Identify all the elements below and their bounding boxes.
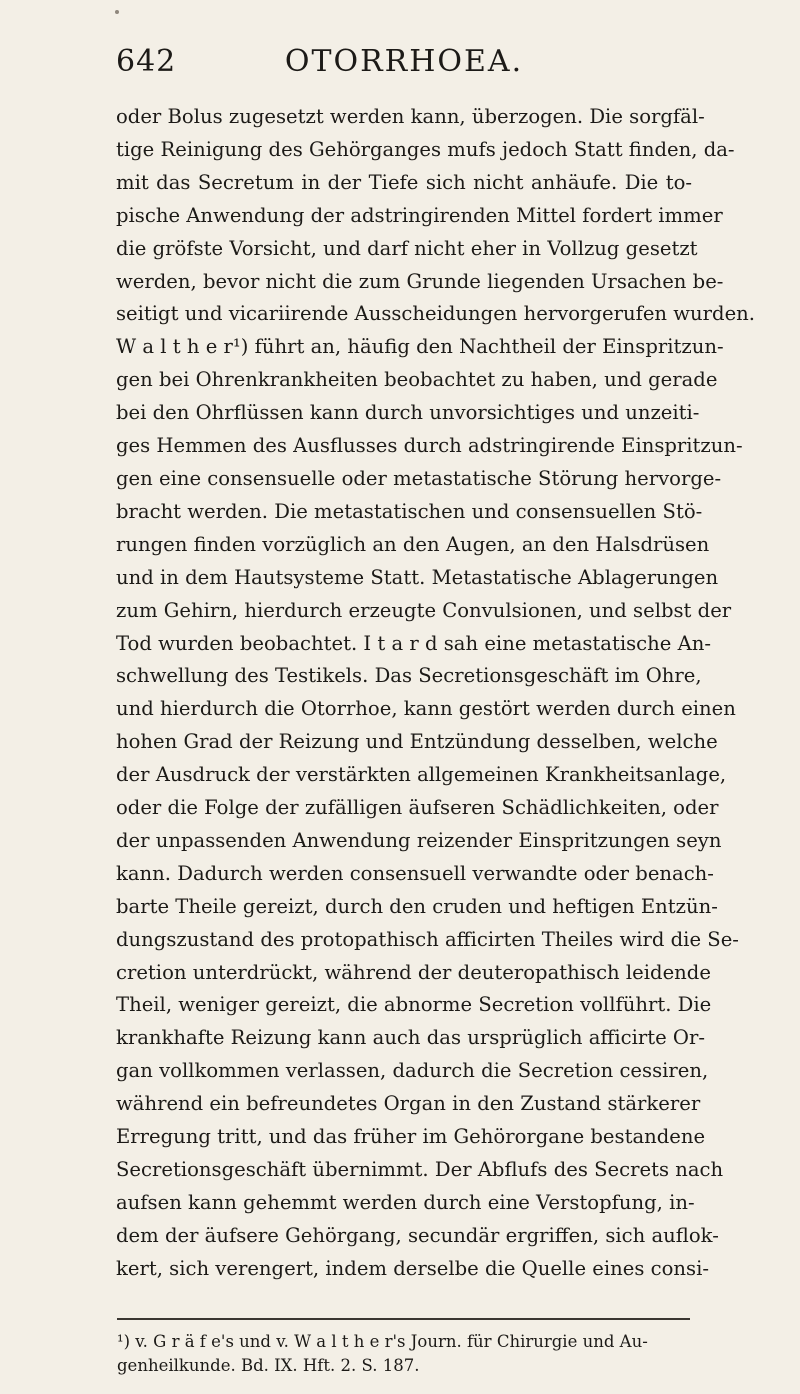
text-line: krankhafte Reizung kann auch das ursprüglich afficirte Or- (116, 1026, 705, 1050)
text-line: pische Anwendung der adstringirenden Mittel fordert immer (116, 203, 723, 227)
text-line: dungszustand des protopathisch afficirten Theiles wird die Se- (116, 927, 739, 951)
text-line: ges Hemmen des Ausflusses durch adstringirende Einspritzun- (116, 434, 743, 458)
text-line: schwellung des Testikels. Das Secretionsgeschäft im Ohre, (116, 664, 702, 688)
text-line: während ein befreundetes Organ in den Zustand stärkerer (116, 1092, 701, 1116)
footnote-rule (117, 1318, 690, 1320)
text-line: aufsen kann gehemmt werden durch eine Verstopfung, in- (116, 1190, 695, 1214)
text-line: der Ausdruck der verstärkten allgemeinen Krankheitsanlage, (116, 763, 727, 787)
text-line: bracht werden. Die metastatischen und consensuellen Stö- (116, 499, 703, 523)
text-line: tige Reinigung des Gehörganges mufs jedoch Statt finden, da- (116, 137, 735, 161)
text-line: und hierdurch die Otorrhoe, kann gestört werden durch einen (116, 697, 736, 721)
text-line: cretion unterdrückt, während der deuteropathisch leidende (116, 960, 711, 984)
page-number: 642 (116, 44, 177, 79)
text-line: Erregung tritt, und das früher im Gehörorgane bestandene (116, 1125, 706, 1149)
text-line: seitigt und vicariirende Ausscheidungen hervorgerufen wurden. (116, 302, 756, 326)
page-header (116, 44, 692, 88)
body-text (116, 101, 756, 1286)
text-line: kann. Dadurch werden consensuell verwandte oder benach- (116, 861, 714, 885)
text-line: die gröfste Vorsicht, und darf nicht eher in Vollzug gesetzt (116, 236, 698, 260)
text-line: rungen finden vorzüglich an den Augen, an den Halsdrüsen (116, 532, 710, 556)
text-line: mit das Secretum in der Tiefe sich nicht anhäufe. Die to- (116, 170, 692, 194)
text-line: oder die Folge der zufälligen äufseren Schädlichkeiten, oder (116, 796, 719, 820)
text-line: gen bei Ohrenkrankheiten beobachtet zu haben, und gerade (116, 368, 718, 392)
text-line: zum Gehirn, hierdurch erzeugte Convulsionen, und selbst der (116, 598, 732, 622)
text-line: werden, bevor nicht die zum Grunde liegenden Ursachen be- (116, 269, 724, 293)
text-line: oder Bolus zugesetzt werden kann, überzogen. Die sorgfäl- (116, 105, 705, 128)
text-line: dem der äufsere Gehörgang, secundär ergriffen, sich auflok- (116, 1223, 719, 1247)
text-line: bei den Ohrflüssen kann durch unvorsichtiges und unzeiti- (116, 401, 700, 425)
text-line: kert, sich verengert, indem derselbe die Quelle eines consi- (116, 1256, 709, 1280)
text-line: W a l t h e r¹) führt an, häufig den Nachtheil der Einspritzun- (116, 335, 724, 359)
running-title: OTORRHOEA. (284, 44, 524, 79)
footnote-line: ¹) v. G r ä f e's und v. W a l t h e r's Journ. für Chirurgie und Au- (117, 1332, 648, 1351)
text-line: gen eine consensuelle oder metastatische Störung hervorge- (116, 466, 722, 490)
text-line: Secretionsgeschäft übernimmt. Der Abflufs des Secrets nach (116, 1158, 724, 1181)
text-line: und in dem Hautsysteme Statt. Metastatische Ablagerungen (116, 565, 719, 589)
paper-speck (115, 10, 119, 14)
text-line: barte Theile gereizt, durch den cruden und heftigen Entzün- (116, 894, 718, 918)
text-line: Theil, weniger gereizt, die abnorme Secretion vollführt. Die (116, 993, 712, 1017)
footnote-line: genheilkunde. Bd. IX. Hft. 2. S. 187. (117, 1356, 420, 1375)
footnotes (117, 1330, 690, 1378)
text-line: Tod wurden beobachtet. I t a r d sah eine metastatische An- (116, 631, 711, 655)
text-line: hohen Grad der Reizung und Entzündung desselben, welche (116, 730, 718, 754)
text-line: gan vollkommen verlassen, dadurch die Secretion cessiren, (116, 1059, 709, 1083)
text-line: der unpassenden Anwendung reizender Einspritzungen seyn (116, 828, 722, 852)
